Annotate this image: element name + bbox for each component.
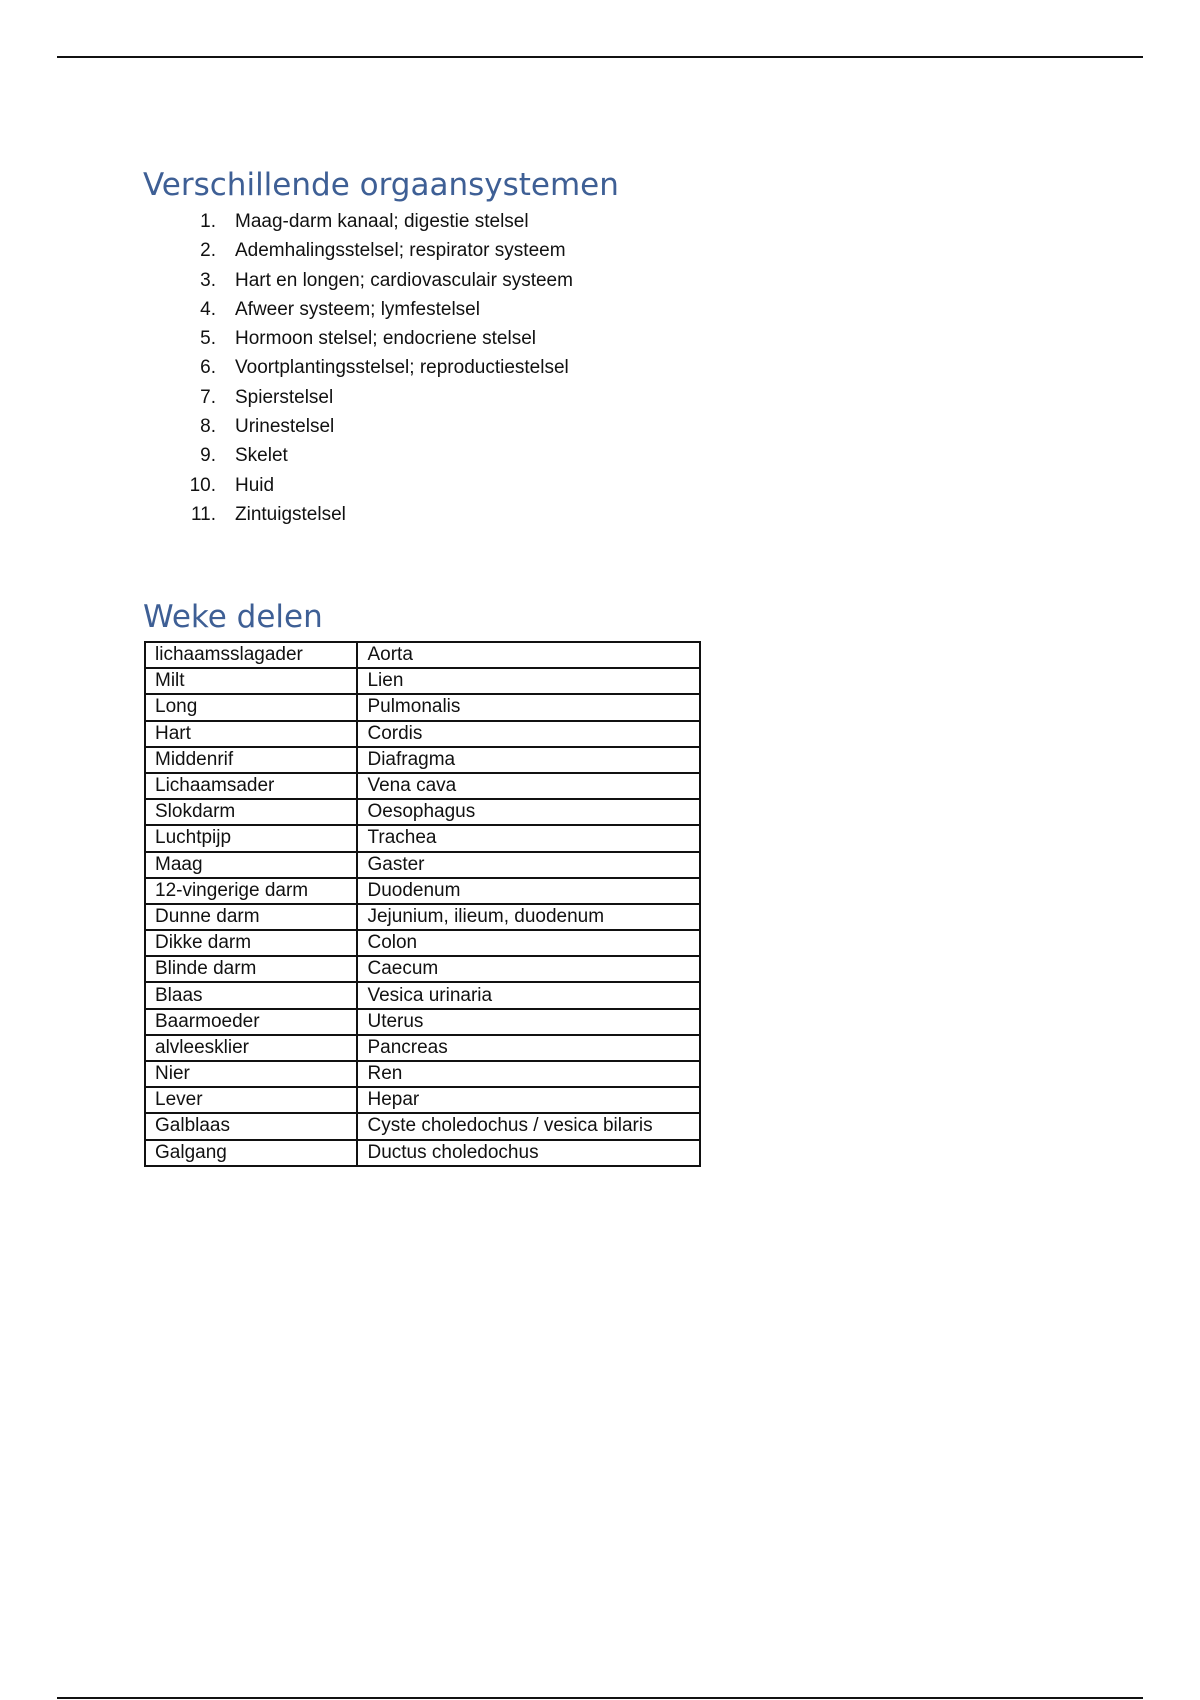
latin-name-cell: Diafragma bbox=[357, 747, 700, 773]
table-row bbox=[145, 878, 700, 904]
dutch-name-cell: Maag bbox=[145, 852, 357, 878]
latin-name-cell: Vesica urinaria bbox=[357, 982, 700, 1008]
heading-organ-systems: Verschillende orgaansystemen bbox=[143, 167, 619, 203]
list-text: Maag-darm kanaal; digestie stelsel bbox=[235, 211, 529, 232]
list-number: 7. bbox=[200, 386, 216, 408]
list-number: 10. bbox=[189, 474, 216, 496]
organ-systems-list bbox=[160, 207, 573, 529]
list-text: Zintuigstelsel bbox=[235, 503, 346, 525]
organ-system-item bbox=[160, 295, 573, 324]
list-text: Ademhalingsstelsel; respirator systeem bbox=[235, 240, 566, 262]
list-number: 9. bbox=[200, 445, 216, 467]
dutch-name-cell: Hart bbox=[145, 721, 357, 747]
latin-name-cell: Pancreas bbox=[357, 1035, 700, 1061]
table-row bbox=[145, 852, 700, 878]
latin-name-cell: Jejunium, ilieum, duodenum bbox=[357, 904, 700, 930]
organ-system-item bbox=[160, 471, 573, 500]
latin-name-cell: Gaster bbox=[357, 852, 700, 878]
dutch-name-cell: alvleesklier bbox=[145, 1035, 357, 1061]
latin-name-cell: Pulmonalis bbox=[357, 694, 700, 720]
list-text: Spierstelsel bbox=[235, 386, 334, 408]
table-row bbox=[145, 1087, 700, 1113]
table-row bbox=[145, 642, 700, 668]
table-row bbox=[145, 694, 700, 720]
latin-name-cell: Cyste choledochus / vesica bilaris bbox=[357, 1113, 700, 1139]
table-row bbox=[145, 825, 700, 851]
latin-name-cell: Cordis bbox=[357, 721, 700, 747]
list-text: Skelet bbox=[235, 445, 288, 467]
list-number: 5. bbox=[200, 328, 216, 350]
dutch-name-cell: Dunne darm bbox=[145, 904, 357, 930]
list-number: 2. bbox=[200, 240, 216, 262]
footer-rule bbox=[57, 1697, 1143, 1699]
dutch-name-cell: Galgang bbox=[145, 1140, 357, 1166]
latin-name-cell: Hepar bbox=[357, 1087, 700, 1113]
organ-system-item bbox=[160, 412, 573, 441]
dutch-name-cell: Milt bbox=[145, 668, 357, 694]
organ-system-item bbox=[160, 324, 573, 353]
list-text: Hormoon stelsel; endocriene stelsel bbox=[235, 328, 536, 350]
dutch-name-cell: Slokdarm bbox=[145, 799, 357, 825]
latin-name-cell: Duodenum bbox=[357, 878, 700, 904]
list-text: Voortplantingsstelsel; reproductiestelsel bbox=[235, 357, 569, 379]
dutch-name-cell: Blinde darm bbox=[145, 956, 357, 982]
list-text: Afweer systeem; lymfestelsel bbox=[235, 298, 480, 320]
dutch-name-cell: lichaamsslagader bbox=[145, 642, 357, 668]
list-number: 4. bbox=[200, 298, 216, 320]
table-row bbox=[145, 982, 700, 1008]
list-number: 6. bbox=[200, 357, 216, 379]
table-row bbox=[145, 1113, 700, 1139]
table-row bbox=[145, 747, 700, 773]
heading-weke-delen: Weke delen bbox=[143, 599, 323, 635]
latin-name-cell: Lien bbox=[357, 668, 700, 694]
table-row bbox=[145, 956, 700, 982]
latin-name-cell: Caecum bbox=[357, 956, 700, 982]
latin-name-cell: Trachea bbox=[357, 825, 700, 851]
latin-name-cell: Ren bbox=[357, 1061, 700, 1087]
organ-system-item bbox=[160, 207, 573, 236]
table-row bbox=[145, 930, 700, 956]
organ-system-item bbox=[160, 383, 573, 412]
table-row bbox=[145, 1140, 700, 1166]
dutch-name-cell: Middenrif bbox=[145, 747, 357, 773]
table-row bbox=[145, 721, 700, 747]
table-row bbox=[145, 1009, 700, 1035]
latin-name-cell: Uterus bbox=[357, 1009, 700, 1035]
list-text: Urinestelsel bbox=[235, 416, 335, 438]
organ-system-item bbox=[160, 266, 573, 295]
table-row bbox=[145, 773, 700, 799]
table-row bbox=[145, 1035, 700, 1061]
list-number: 8. bbox=[200, 416, 216, 438]
latin-name-cell: Vena cava bbox=[357, 773, 700, 799]
dutch-name-cell: Nier bbox=[145, 1061, 357, 1087]
list-number: 1. bbox=[200, 211, 216, 232]
latin-name-cell: Colon bbox=[357, 930, 700, 956]
dutch-name-cell: Lichaamsader bbox=[145, 773, 357, 799]
dutch-name-cell: Galblaas bbox=[145, 1113, 357, 1139]
dutch-name-cell: 12-vingerige darm bbox=[145, 878, 357, 904]
list-text: Hart en longen; cardiovasculair systeem bbox=[235, 269, 573, 291]
organ-system-item bbox=[160, 353, 573, 382]
table-row bbox=[145, 904, 700, 930]
dutch-name-cell: Blaas bbox=[145, 982, 357, 1008]
list-number: 3. bbox=[200, 269, 216, 291]
latin-name-cell: Aorta bbox=[357, 642, 700, 668]
table-row bbox=[145, 799, 700, 825]
dutch-name-cell: Luchtpijp bbox=[145, 825, 357, 851]
organ-system-item bbox=[160, 500, 573, 529]
table-row bbox=[145, 668, 700, 694]
dutch-name-cell: Dikke darm bbox=[145, 930, 357, 956]
list-text: Huid bbox=[235, 474, 275, 496]
organ-system-item bbox=[160, 441, 573, 470]
table-row bbox=[145, 1061, 700, 1087]
dutch-name-cell: Lever bbox=[145, 1087, 357, 1113]
organ-system-item bbox=[160, 236, 573, 265]
dutch-name-cell: Baarmoeder bbox=[145, 1009, 357, 1035]
list-number: 11. bbox=[190, 503, 216, 525]
latin-name-cell: Oesophagus bbox=[357, 799, 700, 825]
header-rule bbox=[57, 56, 1143, 58]
latin-name-cell: Ductus choledochus bbox=[357, 1140, 700, 1166]
dutch-name-cell: Long bbox=[145, 694, 357, 720]
weke-delen-table bbox=[144, 641, 701, 1167]
